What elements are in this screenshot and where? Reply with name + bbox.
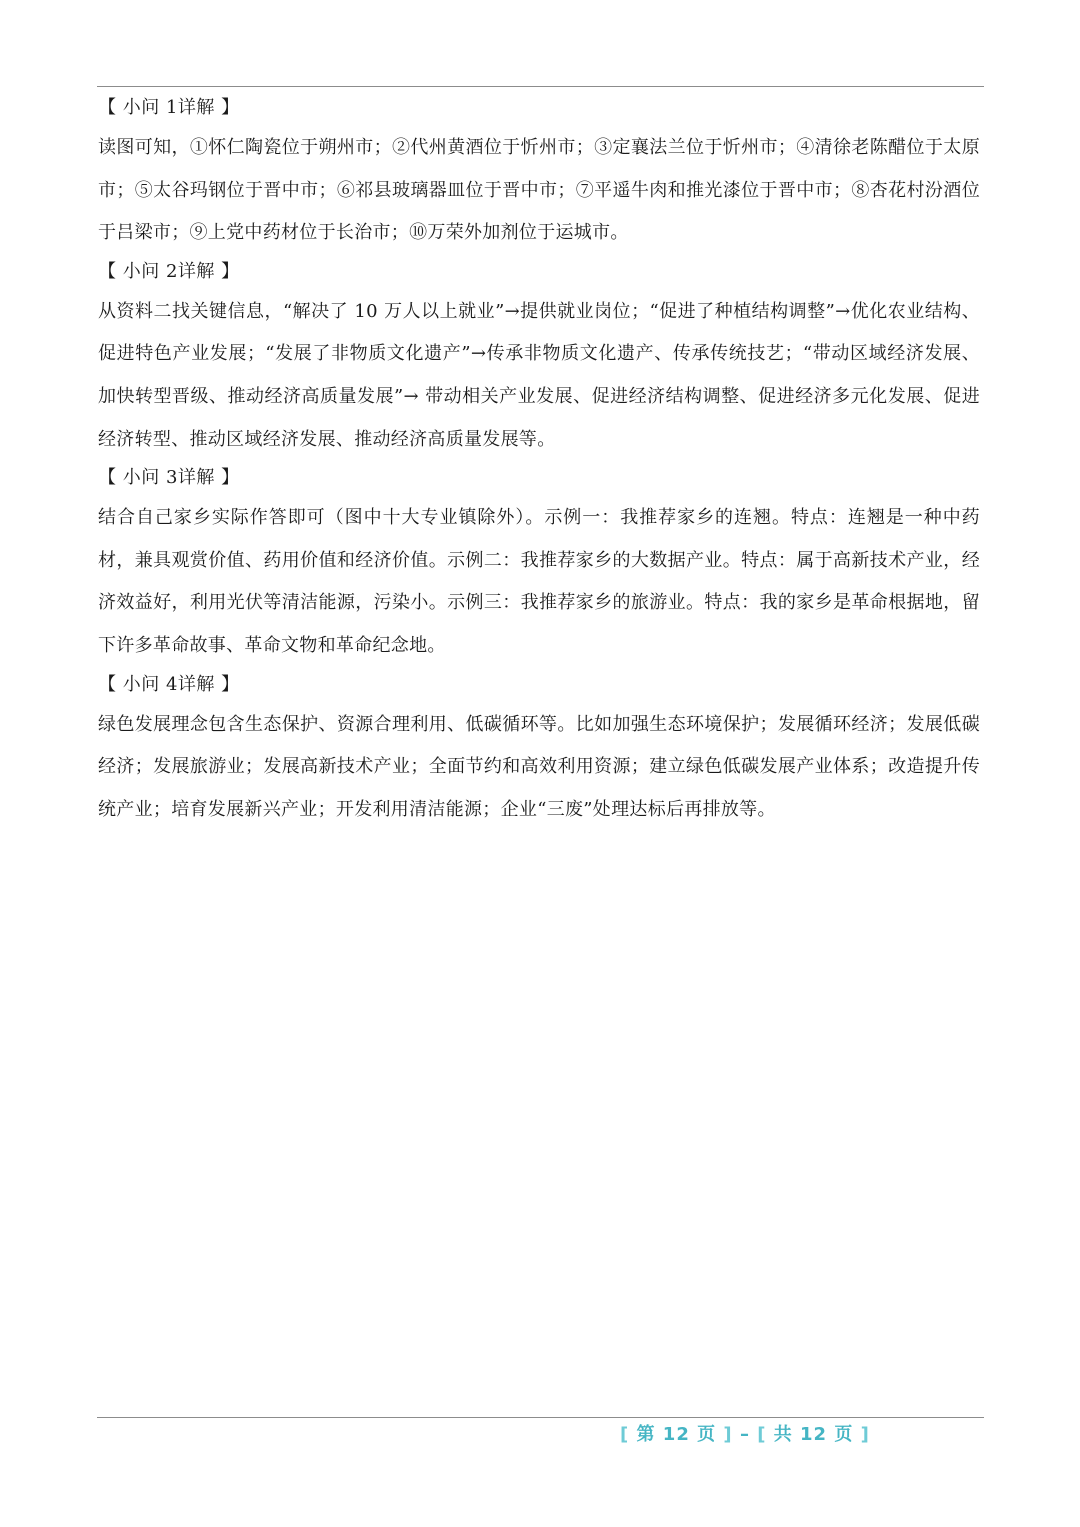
page-number-footer (620, 1420, 870, 1446)
footer-open-bracket-1: [ (620, 1424, 630, 1445)
section-body-2: 从资料二找关键信息，“解决了 10 万人以上就业”→提供就业岗位；“促进了种植结构调整”→优化农业结构、促进特色产业发展；“发展了非物质文化遗产”→传承非物质文化遗产、传承传统技艺；“带动区域经济发展、加快转型晋级、推动经济高质量发展”→ 带动相关产业发展、促进经济结构调整、促进经济多元化发展、促进经济转型、推动区域经济发展、推动经济高质量发展等。 (98, 300, 980, 450)
section-heading-2: 【 小问 2详解 】 (98, 260, 240, 282)
footer-gong-label: 共 (773, 1424, 793, 1445)
footer-close-bracket-1: ] (723, 1424, 733, 1445)
section-heading-3: 【 小问 3详解 】 (98, 467, 240, 489)
footer-rule (97, 1417, 984, 1418)
footer-close-bracket-2: ] (860, 1424, 870, 1445)
answer-content (98, 94, 980, 834)
current-page-number: 12 (662, 1424, 690, 1445)
total-pages-number: 12 (800, 1424, 828, 1445)
footer-open-bracket-2: [ (757, 1424, 767, 1445)
footer-dash: – (739, 1424, 750, 1445)
section-body-1: 读图可知，①怀仁陶瓷位于朔州市；②代州黄酒位于忻州市；③定襄法兰位于忻州市；④清徐老陈醋位于太原市；⑤太谷玛钢位于晋中市；⑥祁县玻璃器皿位于晋中市；⑦平遥牛肉和推光漆位于晋中市；⑧杏花村汾酒位于吕梁市；⑨上党中药材位于长治市；⑩万荣外加剂位于运城市。 (98, 137, 980, 244)
section-heading-4: 【 小问 4详解 】 (98, 673, 240, 695)
footer-ye-label-1: 页 (697, 1424, 717, 1445)
section-heading-1: 【 小问 1详解 】 (98, 97, 240, 118)
section-body-4: 绿色发展理念包含生态保护、资源合理利用、低碳循环等。比如加强生态环境保护；发展循环经济；发展低碳经济；发展旅游业；发展高新技术产业；全面节约和高效利用资源；建立绿色低碳发展产业体系；改造提升传统产业；培育发展新兴产业；开发利用清洁能源；企业“三废”处理达标后再排放等。 (98, 713, 980, 820)
section-body-3: 结合自己家乡实际作答即可（图中十大专业镇除外）。示例一：我推荐家乡的连翘。特点：连翘是一种中药材，兼具观赏价值、药用价值和经济价值。示例二：我推荐家乡的大数据产业。特点：属于高新技术产业，经济效益好，利用光伏等清洁能源，污染小。示例三：我推荐家乡的旅游业。特点：我的家乡是革命根据地，留下许多革命故事、革命文物和革命纪念地。 (98, 507, 980, 656)
header-rule (97, 86, 984, 87)
footer-di-label: 第 (636, 1424, 656, 1445)
footer-ye-label-2: 页 (834, 1424, 854, 1445)
